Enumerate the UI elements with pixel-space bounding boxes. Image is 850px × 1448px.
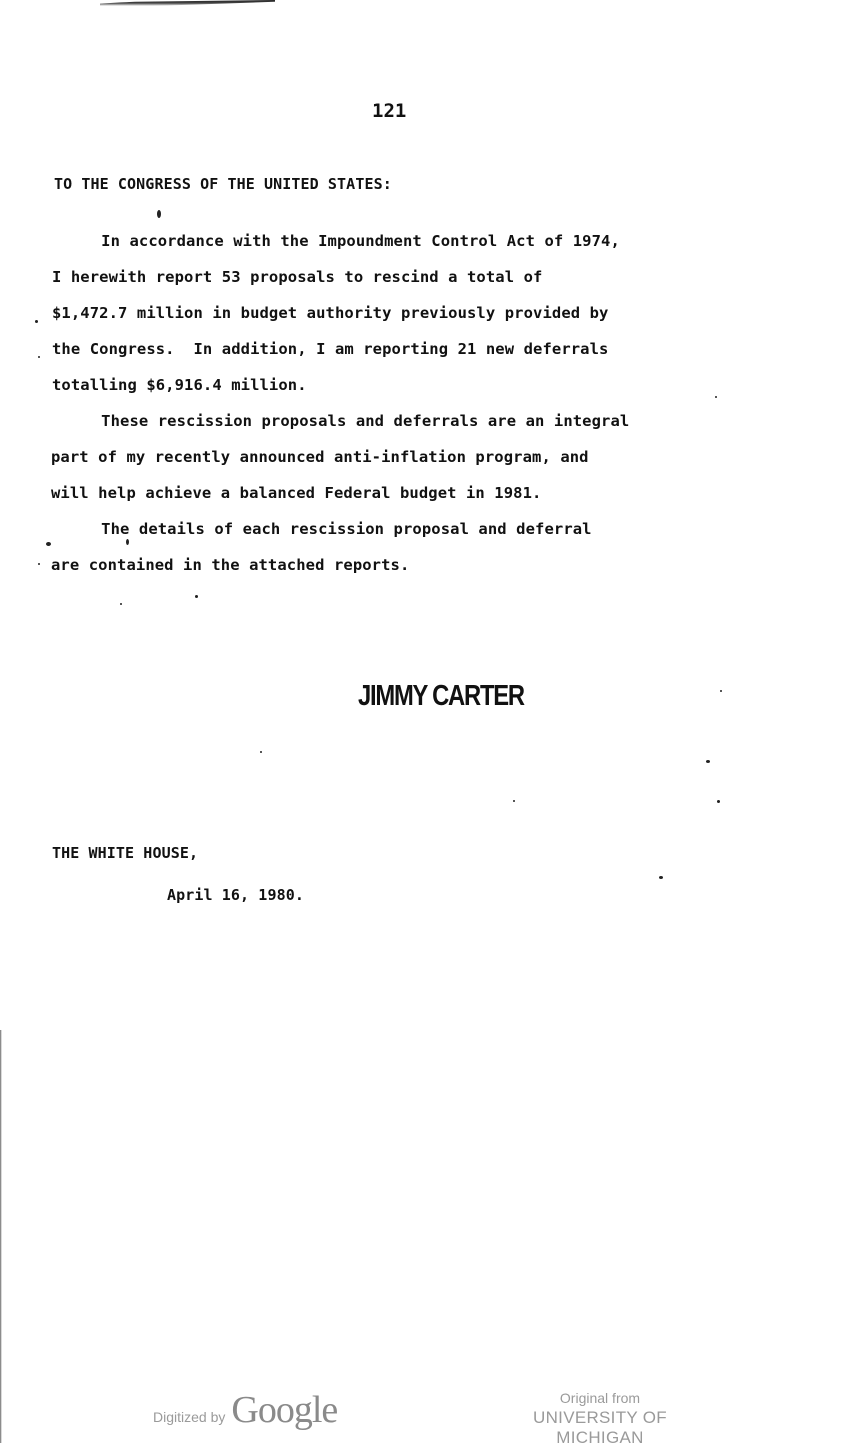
scan-speck (706, 760, 710, 763)
digitized-label: Digitized by (153, 1409, 226, 1425)
paragraph-3-line-2: are contained in the attached reports. (51, 556, 410, 574)
signature: JIMMY CARTER (358, 680, 524, 712)
scan-speck (46, 542, 51, 546)
scan-speck (720, 690, 722, 692)
original-from-label: Original from (559, 1390, 641, 1406)
library-name: UNIVERSITY OF MICHIGAN (533, 1408, 667, 1447)
closing-date: April 16, 1980. (167, 886, 304, 904)
scan-speck (157, 210, 161, 218)
digitized-by-notice (153, 1388, 337, 1432)
scan-speck (715, 396, 717, 398)
scan-speck (659, 876, 663, 879)
scan-speck (38, 356, 40, 358)
paragraph-2-line-1: These rescission proposals and deferrals are an integral (54, 412, 630, 430)
paragraph-3-line-1: The details of each rescission proposal and deferral (54, 520, 592, 538)
scan-speck (513, 800, 515, 802)
scan-smudge (100, 0, 275, 6)
paragraph-1-line-3: $1,472.7 million in budget authority previously provided by (52, 304, 609, 322)
paragraph-1-line-5: totalling $6,916.4 million. (52, 376, 307, 394)
page-number: 121 (372, 100, 407, 122)
paragraph-2-line-2: part of my recently announced anti-inflation program, and (51, 448, 589, 466)
scan-edge-shadow (0, 1030, 2, 1443)
paragraph-1-line-4: the Congress. In addition, I am reporting 21 new deferrals (52, 340, 609, 358)
salutation: TO THE CONGRESS OF THE UNITED STATES: (54, 175, 392, 193)
google-logo: Google (231, 1389, 338, 1431)
scan-speck (35, 320, 38, 323)
scan-speck (38, 563, 40, 565)
scan-speck (717, 800, 720, 803)
scan-speck (195, 595, 198, 598)
original-source-notice (490, 1390, 710, 1448)
closing-place: THE WHITE HOUSE, (52, 844, 199, 862)
paragraph-1-line-2: I herewith report 53 proposals to rescind a total of (52, 268, 543, 286)
scan-speck (120, 603, 122, 605)
scan-speck (260, 751, 262, 753)
paragraph-1-line-1: In accordance with the Impoundment Control Act of 1974, (54, 232, 620, 250)
paragraph-2-line-3: will help achieve a balanced Federal budget in 1981. (51, 484, 542, 502)
scan-speck (126, 539, 129, 545)
